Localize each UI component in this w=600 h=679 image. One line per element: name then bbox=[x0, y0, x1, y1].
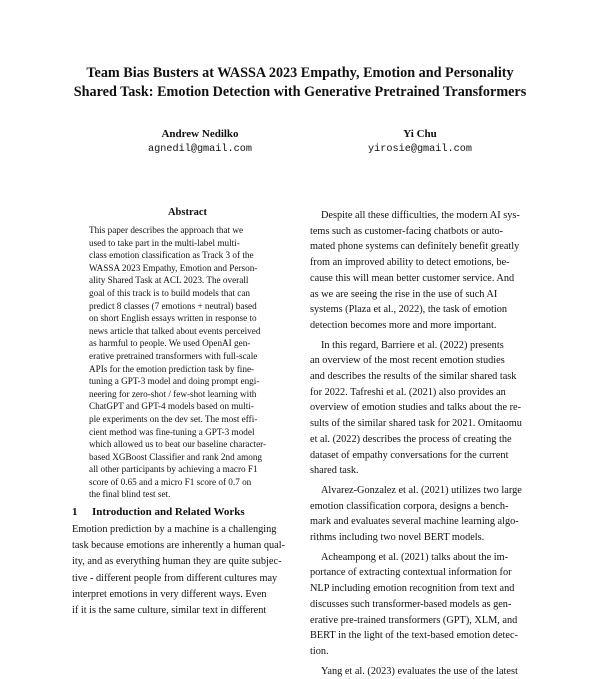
text-line: Alvarez-Gonzalez et al. (2021) utilizes two large bbox=[321, 484, 522, 496]
text-line: In this regard, Barriere et al. (2022) presents bbox=[321, 339, 504, 351]
abstract-line: which allowed us to beat our baseline character- bbox=[89, 439, 267, 450]
abstract-line: news article that talked about events perceived bbox=[89, 325, 261, 336]
title-line: Shared Task: Emotion Detection with Generative Pretrained Transformers bbox=[73, 84, 527, 100]
text-line: dataset of empathy conversations for the current bbox=[310, 449, 509, 461]
abstract-line: predict 8 classes (7 emotions + neutral) based bbox=[89, 300, 257, 311]
text-line: systems (Plaza et al., 2022), the task of emotion bbox=[310, 304, 508, 316]
paragraph bbox=[310, 208, 538, 334]
abstract-line: WASSA 2023 Empathy, Emotion and Person- bbox=[89, 262, 258, 273]
text-line: overview of emotion studies and talks about the re- bbox=[310, 402, 522, 414]
abstract-line: score of 0.65 and a micro F1 score of 0.7 on bbox=[89, 476, 252, 487]
intro-body bbox=[72, 522, 302, 619]
paragraph bbox=[310, 483, 538, 546]
text-line: Acheampong et al. (2021) talks about the im- bbox=[321, 551, 509, 563]
right-column bbox=[310, 208, 538, 679]
paragraph bbox=[310, 664, 538, 679]
author-block bbox=[80, 127, 320, 157]
text-line: portance of extracting contextual information for bbox=[310, 567, 512, 579]
abstract-line: This paper describes the approach that we bbox=[89, 225, 244, 235]
author-email: agnedil@gmail.com bbox=[148, 144, 252, 155]
text-line: Yang et al. (2023) evaluates the use of the latest bbox=[321, 665, 518, 677]
text-line: erative pre-trained transformers (GPT), XLM, and bbox=[310, 614, 518, 626]
text-line: detection becomes more and more important. bbox=[310, 319, 497, 331]
text-line: BERT in the light of the text-based emotion detec- bbox=[310, 630, 518, 642]
intro-line: tive - different people from different cultures may bbox=[72, 572, 278, 584]
abstract-line: as harmful to people. We used OpenAI gen- bbox=[89, 338, 251, 349]
abstract-line: erative pretrained transformers with full-scale bbox=[89, 350, 258, 361]
text-line: NLP including emotion recognition from text and bbox=[310, 583, 515, 595]
abstract-line: ple experiments on the dev set. The most effi- bbox=[89, 413, 258, 424]
abstract-line: goal of this track is to build models that can bbox=[89, 287, 251, 298]
abstract-line: used to take part in the multi-label multi- bbox=[89, 237, 240, 248]
abstract-line: neering for zero-shot / few-shot learning with bbox=[89, 388, 257, 399]
abstract-line: ChatGPT and GPT-4 models based on multi- bbox=[89, 401, 254, 412]
text-line: an overview of the most recent emotion studies bbox=[310, 355, 505, 367]
abstract-line: on short English essays written in response to bbox=[89, 313, 257, 324]
text-line: mark and evaluates several machine learning algo- bbox=[310, 516, 519, 528]
abstract-line: based XGBoost Classifier and rank 2nd among bbox=[89, 451, 263, 462]
abstract-heading: Abstract bbox=[167, 207, 208, 218]
paragraph bbox=[310, 338, 538, 479]
intro-line: if it is the same culture, similar text in different bbox=[72, 605, 267, 617]
intro-line: Emotion prediction by a machine is a challenging bbox=[72, 524, 277, 535]
abstract-line: APIs for the emotion prediction task by fine- bbox=[89, 363, 255, 374]
section-heading bbox=[72, 505, 245, 519]
text-line: Despite all these difficulties, the modern AI sys- bbox=[321, 210, 520, 221]
text-line: et al. (2022) describes the process of creating the bbox=[310, 433, 512, 445]
text-line: tion. bbox=[310, 645, 329, 657]
author-email: yirosie@gmail.com bbox=[368, 144, 472, 155]
text-line: tems such as customer-facing chatbots or auto- bbox=[310, 225, 504, 237]
text-line: rithms including two novel BERT models. bbox=[310, 532, 485, 544]
intro-line: task because emotions are inherently a human qual- bbox=[72, 540, 286, 552]
section-number: 1 bbox=[72, 506, 78, 518]
intro-line: interpret emotions in very different ways. Even bbox=[72, 588, 267, 600]
author-block bbox=[300, 127, 540, 157]
title-line: Team Bias Busters at WASSA 2023 Empathy, Emotion and Personality bbox=[86, 65, 514, 81]
abstract-line: cient method was fine-tuning a GPT-3 model bbox=[89, 426, 255, 437]
abstract-line: ality Shared Task at ACL 2023. The overall bbox=[89, 275, 249, 286]
text-line: from an improved ability to detect emotions, be- bbox=[310, 257, 510, 269]
abstract-line: tuning a GPT-3 model and doing prompt engi- bbox=[89, 376, 260, 387]
intro-line: ity, and as everything human they are quite subjec- bbox=[72, 556, 282, 568]
text-line: emotion classification corpora, designs a bench- bbox=[310, 500, 509, 512]
abstract-line: the final blind test set. bbox=[89, 489, 171, 500]
text-line: shared task. bbox=[310, 465, 359, 477]
paper-title bbox=[40, 64, 560, 102]
author-name: Andrew Nedilko bbox=[161, 128, 239, 140]
text-line: mated phone systems can definitely benefit greatly bbox=[310, 241, 520, 253]
section-title: Introduction and Related Works bbox=[92, 506, 245, 518]
text-line: for 2022. Tafreshi et al. (2021) also provides an bbox=[310, 386, 506, 398]
paragraph bbox=[310, 550, 538, 660]
text-line: as we are seeing the rise in the use of such AI bbox=[310, 288, 498, 300]
abstract-body bbox=[89, 224, 283, 501]
abstract-line: all other participants by achieving a macro F1 bbox=[89, 464, 258, 475]
text-line: cause this will mean better customer service. And bbox=[310, 272, 515, 284]
author-name: Yi Chu bbox=[403, 128, 437, 140]
text-line: discusses such transformer-based models as gen- bbox=[310, 598, 512, 610]
text-line: and describes the results of the similar shared task bbox=[310, 371, 517, 383]
abstract-line: class emotion classification as Track 3 of the bbox=[89, 250, 254, 261]
text-line: sults of the similar shared task for 2021. Omitaomu bbox=[310, 418, 522, 430]
